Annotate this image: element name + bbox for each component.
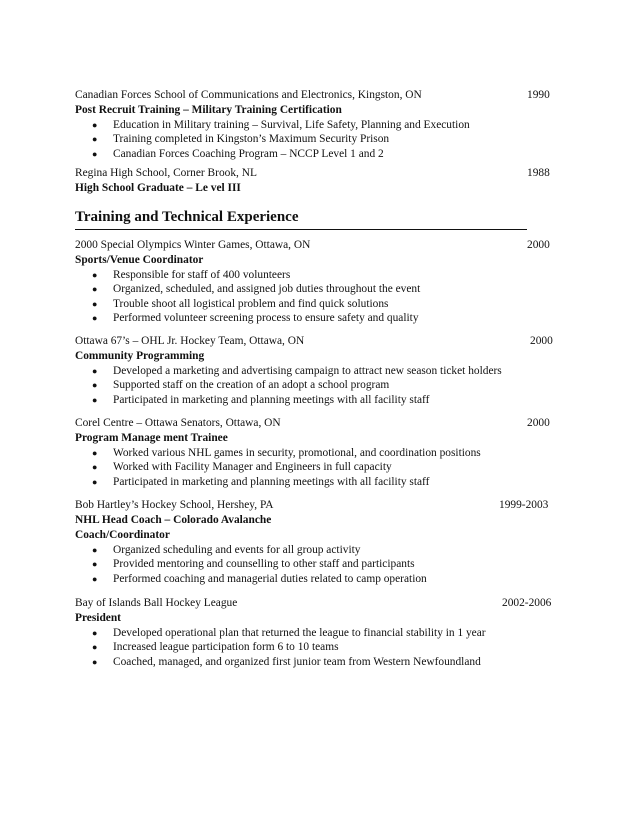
position-title: Sports/Venue Coordinator — [75, 254, 204, 266]
bullet-icon: ● — [92, 448, 98, 458]
program-title: High School Graduate – Le vel III — [75, 182, 241, 194]
list-item: ● Organized scheduling and events for all group activity — [92, 544, 361, 556]
bullet-icon: ● — [92, 573, 98, 584]
list-item: ● Organized, scheduled, and assigned job duties throughout the event — [92, 283, 421, 296]
list-item: ● Developed operational plan that returned the league to financial stability in 1 year — [92, 627, 486, 639]
list-item: ● Worked with Facility Manager and Engineers in full capacity — [92, 461, 392, 474]
bullet-icon: ● — [92, 462, 98, 473]
year: 2000 — [530, 335, 553, 347]
organization-name: Bay of Islands Ball Hockey League — [75, 597, 238, 609]
experience-entry — [75, 498, 555, 586]
list-item: ● Coached, managed, and organized first junior team from Western Newfoundland — [92, 655, 481, 668]
program-title: Post Recruit Training – Military Training Certification — [75, 104, 342, 116]
bullet-icon: ● — [92, 312, 98, 323]
bullet-icon: ● — [92, 380, 98, 391]
list-item: ● Increased league participation form 6 to 10 teams — [92, 641, 339, 654]
institution-line — [75, 166, 555, 181]
section-title: Training and Technical Experience — [75, 207, 527, 230]
position-title: Community Programming — [75, 350, 205, 362]
bullet-icon: ● — [92, 559, 98, 570]
bullet-list — [75, 543, 555, 586]
year: 1988 — [527, 167, 550, 179]
bullet-icon: ● — [92, 656, 98, 667]
list-item: ● Performed coaching and managerial duties related to camp operation — [92, 572, 427, 585]
organization-name: Bob Hartley’s Hockey School, Hershey, PA — [75, 499, 274, 511]
bullet-icon: ● — [92, 476, 98, 487]
education-entry — [75, 88, 555, 161]
list-item: ● Education in Military training – Survival, Life Safety, Planning and Execution — [92, 119, 470, 131]
bullet-icon: ● — [92, 148, 98, 159]
list-item: ● Worked various NHL games in security, promotional, and coordination positions — [92, 447, 481, 459]
education-entry — [75, 166, 555, 196]
bullet-list — [75, 118, 555, 161]
organization-name: Ottawa 67’s – OHL Jr. Hockey Team, Ottawa, ON — [75, 335, 305, 347]
institution-name: Regina High School, Corner Brook, NL — [75, 167, 257, 179]
list-item: ● Trouble shoot all logistical problem and find quick solutions — [92, 297, 389, 310]
bullet-icon: ● — [92, 270, 98, 280]
bullet-list — [75, 364, 555, 407]
bullet-icon: ● — [92, 366, 98, 376]
organization-line — [75, 498, 555, 513]
year: 1990 — [527, 89, 550, 101]
bullet-icon: ● — [92, 628, 98, 638]
organization-line — [75, 416, 555, 431]
experience-entry — [75, 416, 555, 489]
bullet-icon: ● — [92, 642, 98, 653]
organization-line — [75, 238, 555, 253]
list-item: ● Participated in marketing and planning meetings with all facility staff — [92, 393, 430, 406]
list-item: ● Performed volunteer screening process to ensure safety and quality — [92, 311, 419, 324]
position-title: President — [75, 612, 121, 624]
year: 1999-2003 — [499, 499, 549, 511]
bullet-icon: ● — [92, 394, 98, 405]
bullet-icon: ● — [92, 120, 98, 130]
organization-line — [75, 596, 555, 611]
list-item: ● Canadian Forces Coaching Program – NCCP Level 1 and 2 — [92, 147, 384, 160]
position-subtitle: Coach/Coordinator — [75, 529, 170, 541]
position-title: NHL Head Coach – Colorado Avalanche — [75, 514, 272, 526]
bullet-icon: ● — [92, 298, 98, 309]
list-item: ● Training completed in Kingston’s Maximum Security Prison — [92, 133, 390, 146]
bullet-list — [75, 626, 555, 669]
year: 2000 — [527, 417, 550, 429]
list-item: ● Participated in marketing and planning meetings with all facility staff — [92, 475, 430, 488]
list-item: ● Developed a marketing and advertising campaign to attract new season ticket holders — [92, 365, 502, 377]
bullet-list — [75, 268, 555, 325]
year: 2000 — [527, 239, 550, 251]
bullet-list — [75, 446, 555, 489]
list-item: ● Provided mentoring and counselling to other staff and participants — [92, 558, 415, 571]
organization-name: 2000 Special Olympics Winter Games, Ottawa, ON — [75, 239, 311, 251]
experience-entry — [75, 238, 555, 325]
year: 2002-2006 — [502, 597, 552, 609]
list-item: ● Responsible for staff of 400 volunteers — [92, 269, 291, 281]
bullet-icon: ● — [92, 545, 98, 555]
institution-line — [75, 88, 555, 103]
bullet-icon: ● — [92, 134, 98, 145]
organization-name: Corel Centre – Ottawa Senators, Ottawa, ON — [75, 417, 281, 429]
list-item: ● Supported staff on the creation of an adopt a school program — [92, 379, 390, 392]
bullet-icon: ● — [92, 284, 98, 295]
experience-entry — [75, 334, 555, 407]
experience-entry — [75, 596, 555, 669]
organization-line — [75, 334, 555, 349]
position-title: Program Manage ment Trainee — [75, 432, 228, 444]
institution-name: Canadian Forces School of Communications and Electronics, Kingston, ON — [75, 89, 422, 101]
